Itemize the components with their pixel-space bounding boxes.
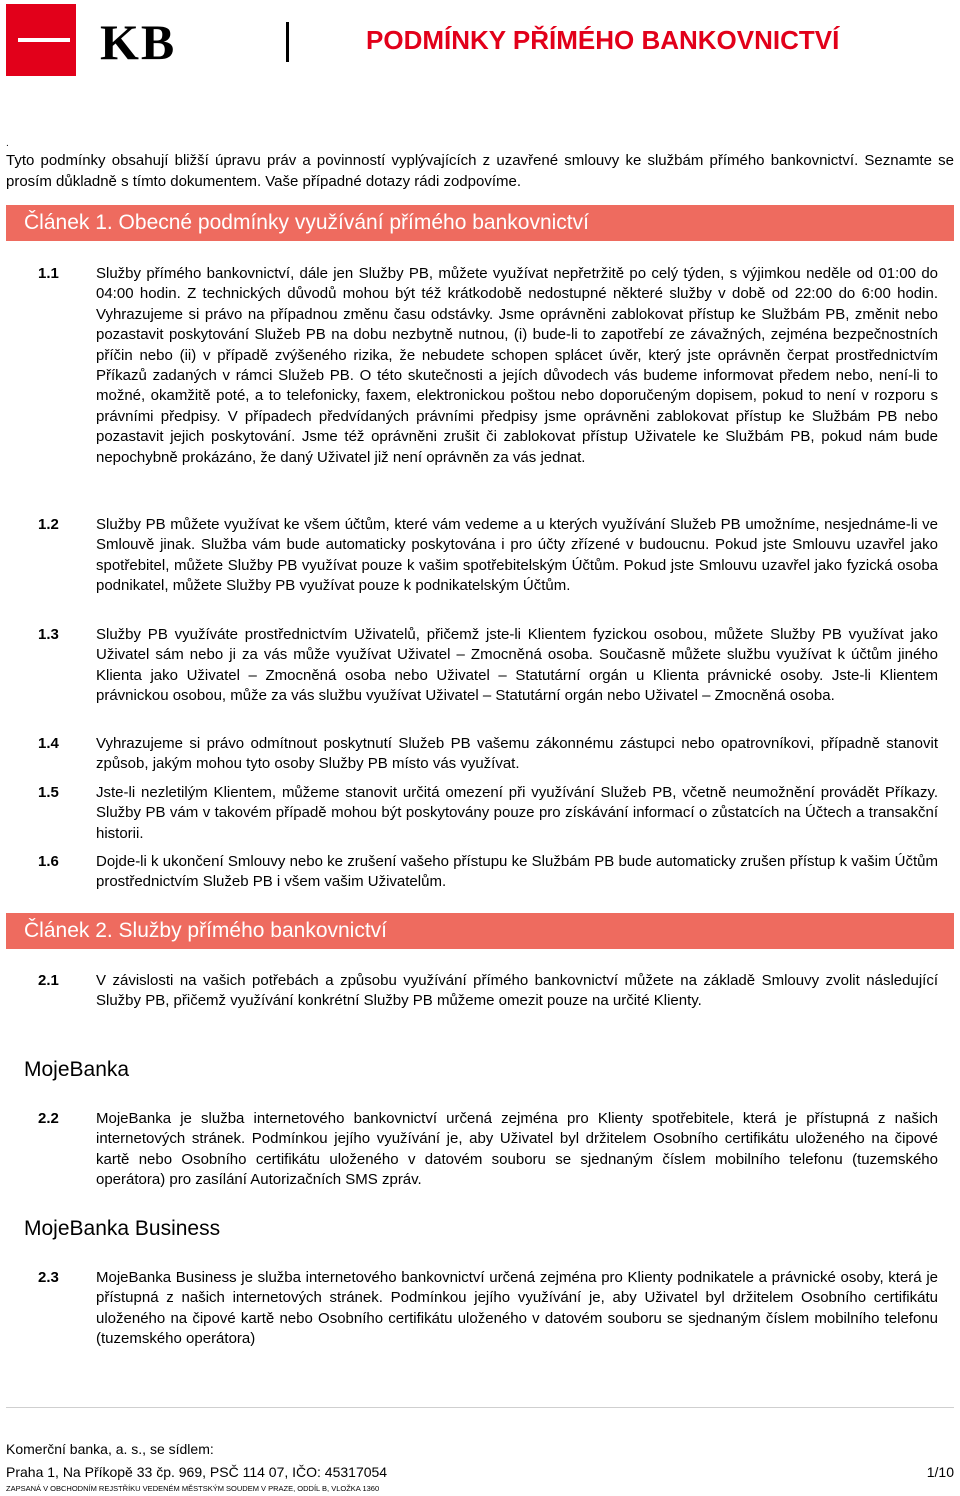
- section-heading-mojebanka: MojeBanka: [24, 1058, 130, 1081]
- clause-number: 1.4: [38, 735, 59, 752]
- clause-number: 1.5: [38, 784, 59, 801]
- clause-number: 2.2: [38, 1110, 59, 1127]
- intro-paragraph: Tyto podmínky obsahují bližší úpravu práv a povinností vyplývajících z uzavřené smlouvy ke službám přímého bankovnictví. Seznamte se prosím důkladně s tímto dokumentem. Vaše případné dotazy rádi zodpovíme.: [6, 152, 954, 190]
- clause-text: Vyhrazujeme si právo odmítnout poskytnutí Služeb PB vašemu zákonnému zástupci nebo opatrovníkovi, případně stanovit způsob, jakým mohou tyto osoby Služby PB místo vás využívat.: [96, 735, 938, 773]
- kb-logo-bar: [18, 38, 70, 42]
- clause-number: 1.6: [38, 853, 59, 870]
- clause-text: Dojde-li k ukončení Smlouvy nebo ke zrušení vašeho přístupu ke Službám PB bude automaticky zrušen přístup k vašim Účtům prostřednictvím Služeb PB i všem vašim Uživatelům.: [96, 853, 938, 891]
- clause-text: MojeBanka Business je služba internetového bankovnictví určená zejména pro Klienty podnikatele a právnické osoby, která je přístupná z našich internetových stránek. Podmínkou jejího využívání je, aby Uživatel byl držitelem Osobního certifikátu uloženého na čipové kartě nebo Osobního certifikátu uloženého v datovém souboru se sjednaným číslem mobilního telefonu (tuzemského operátora): [96, 1269, 938, 1348]
- clause-text: MojeBanka je služba internetového bankovnictví určená zejména pro Klienty spotřebitele, která je přístupná z našich internetových stránek. Podmínkou jejího využívání je, aby Uživatel byl držitelem Osobního certifikátu uloženého na čipové kartě nebo Osobního certifikátu uloženého v datovém souboru se sjednaným číslem mobilního telefonu (tuzemského operátora) pro zasílání Autorizačních SMS zpráv.: [96, 1110, 938, 1189]
- clause-number: 1.1: [38, 265, 59, 282]
- clause-number: 2.3: [38, 1269, 59, 1286]
- footer-registry: ZAPSANÁ V OBCHODNÍM REJSTŘÍKU VEDENÉM MĚSTSKÝM SOUDEM V PRAZE, ODDÍL B, VLOŽKA 1360: [6, 1484, 380, 1493]
- clause-text: Služby přímého bankovnictví, dále jen Služby PB, můžete využívat nepřetržitě po celý týden, s výjimkou neděle od 01:00 do 04:00 hodin. Z technických důvodů mohou být též krátkodobě nedostupné některé služby v době od 22:00 do 6:00 hodin. Vyhrazujeme si právo na případnou změnu času odstávky. Jsme oprávněni zablokovat přístup ke Službám PB, změnit nebo pozastavit poskytování Služeb PB na dobu nezbytně nutnou, (i) bude-li to zapotřebí ze závažných, zejména bezpečnostních příčin nebo (ii) v případě zvýšeného rizika, že nebudete schopen splácet úvěr, který jste oprávněn čerpat prostřednictvím Příkazů zadaných v rámci Služeb PB. O této skutečnosti a jejích důvodech vás budeme informovat předem nebo, není-li to možné, okamžitě poté, a to telefonicky, faxem, elektronickou poštou nebo doporučeným dopisem, pokud to není v rozporu s právními předpisy. V případech předvídaných právními předpisy jsme oprávněni zablokovat přístup ke Službám PB nebo pozastavit jejich poskytování. Jsme též oprávněni zrušit či zablokovat přístup Uživatele ke Službám PB, pokud nám bude nepochybně prokázáno, že daný Uživatel již není oprávněn za vás jednat.: [96, 265, 938, 466]
- footer-company: Komerční banka, a. s., se sídlem:: [6, 1441, 214, 1457]
- bullet-mark: .: [6, 138, 9, 149]
- clause-number: 2.1: [38, 972, 59, 989]
- section-heading-mojebanka-business: MojeBanka Business: [24, 1217, 221, 1240]
- clause-text: Jste-li nezletilým Klientem, můžeme stanovit určitá omezení při využívání Služeb PB, včetně neumožnění provádět Příkazy. Služby PB vám v takovém případě mohou být poskytovány pouze pro získávání informací o zůstatcích na Účtech a transakční historii.: [96, 784, 938, 842]
- document-title: PODMÍNKY PŘÍMÉHO BANKOVNICTVÍ: [366, 25, 840, 55]
- clause-number: 1.3: [38, 626, 59, 643]
- clause-text: V závislosti na vašich potřebách a způsobu využívání přímého bankovnictví můžete na základě Smlouvy zvolit následující Služby PB, přičemž využívání konkrétní Služby PB můžeme omezit pouze na určité Klienty.: [96, 972, 938, 1010]
- article-2-title: Článek 2. Služby přímého bankovnictví: [24, 919, 388, 942]
- footer-divider: [6, 1407, 954, 1408]
- clause-number: 1.2: [38, 516, 59, 533]
- header-divider: [286, 22, 289, 62]
- clause-text: Služby PB můžete využívat ke všem účtům, které vám vedeme a u kterých využívání Služeb PB umožníme, nesjednáme-li ve Smlouvě jinak. Služba vám bude automaticky poskytována i pro účty zřízené v budoucnu. Pokud jste Smlouvu uzavřel jako spotřebitel, můžete Služby PB využívat pouze k vašim spotřebitelským Účtům. Pokud jste Smlouvu uzavřel jako fyzická osoba podnikatel, můžete Služby PB využívat pouze k podnikatelským Účtům.: [96, 516, 938, 595]
- article-1-title: Článek 1. Obecné podmínky využívání přímého bankovnictví: [24, 211, 589, 234]
- kb-logo-text: KB: [100, 14, 177, 70]
- footer-address: Praha 1, Na Příkopě 33 čp. 969, PSČ 114 07, IČO: 45317054: [6, 1464, 388, 1480]
- page-number: 1/10: [926, 1464, 954, 1480]
- clause-text: Služby PB využíváte prostřednictvím Uživatelů, přičemž jste-li Klientem fyzickou osobou, můžete Služby PB využívat jako Uživatel sám nebo ji za vás může využívat Uživatel – Zmocněná osoba. Současně můžete službu využívat k účtům jiného Klienta jako Uživatel – Zmocněná osoba nebo Uživatel – Statutární orgán u Klienta právnické osoby. Jste-li Klientem právnickou osobou, může za vás službu využívat Uživatel – Statutární orgán nebo Uživatel – Zmocněná osoba.: [96, 626, 938, 705]
